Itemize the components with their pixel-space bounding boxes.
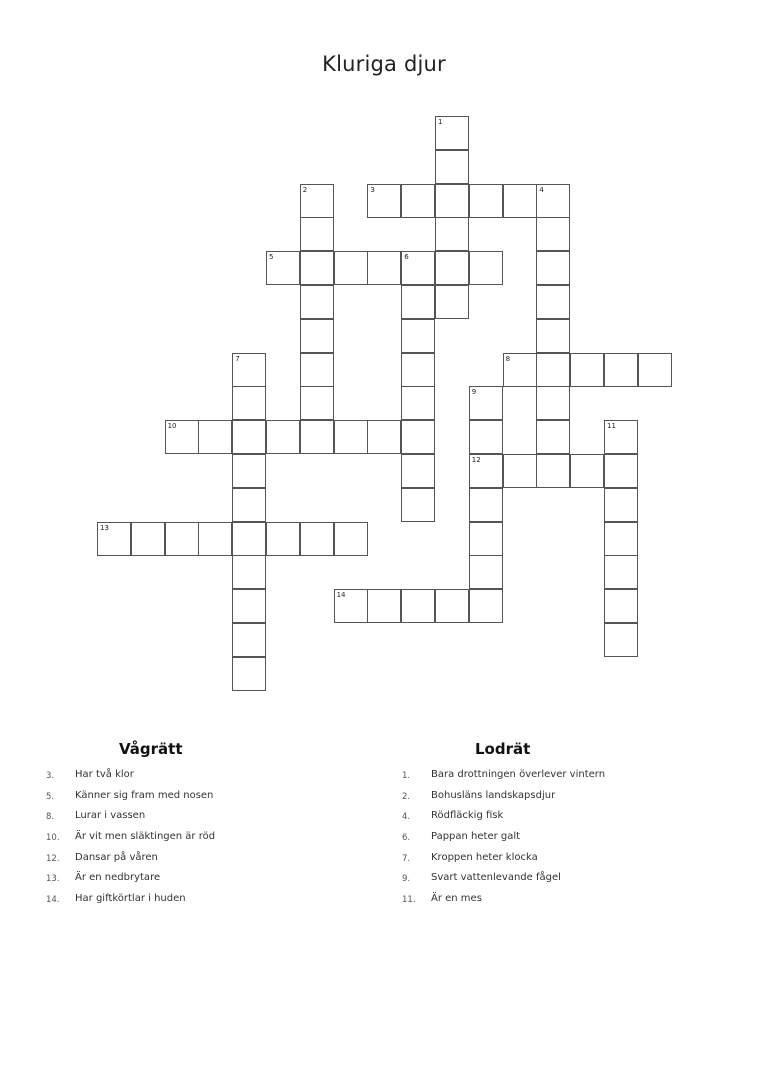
crossword-cell[interactable] [266,522,300,556]
crossword-cell[interactable] [300,420,334,454]
clue-number: 13. [46,874,60,885]
clue-across-10 [46,830,346,851]
cell-number: 1 [438,118,443,126]
clue-text: Bara drottningen överlever vintern [431,769,606,780]
across-heading: Vågrätt [119,740,183,758]
crossword-cell[interactable] [536,386,570,420]
clue-down-4 [402,809,732,830]
crossword-cell[interactable] [401,184,435,218]
crossword-cell[interactable] [604,353,638,387]
clue-down-7 [402,851,732,872]
clue-text: Lurar i vassen [75,810,146,822]
crossword-cell[interactable] [503,353,537,387]
crossword-cell[interactable] [401,319,435,353]
crossword-cell[interactable] [435,251,469,285]
clue-text: Har två klor [75,769,134,780]
crossword-cell[interactable] [536,319,570,353]
crossword-cell[interactable] [300,285,334,319]
crossword-cell[interactable] [536,454,570,488]
cell-number: 14 [336,591,346,600]
crossword-cell[interactable] [469,589,503,623]
clue-number: 10. [46,833,60,844]
cell-number: 8 [505,354,511,363]
clue-across-3 [46,768,346,789]
crossword-cell[interactable] [131,522,165,556]
crossword-cell[interactable] [232,623,266,657]
crossword-cell[interactable] [232,555,266,589]
crossword-cell[interactable] [334,420,368,454]
crossword-cell[interactable] [300,184,334,218]
crossword-cell[interactable] [232,454,266,488]
clue-number: 11. [402,895,416,906]
clue-text: Pappan heter galt [431,831,521,843]
crossword-cell[interactable] [469,184,503,218]
crossword-cell[interactable] [604,623,638,657]
cell-number: 4 [539,185,544,194]
crossword-cell[interactable] [232,657,266,691]
clue-number: 14. [46,895,60,906]
cell-number: 7 [235,354,240,363]
crossword-cell[interactable] [469,420,503,454]
crossword-cell[interactable] [232,522,266,556]
crossword-cell[interactable] [266,251,300,285]
crossword-cell[interactable] [165,420,199,454]
crossword-cell[interactable] [604,522,638,556]
cell-number: 2 [302,185,308,194]
clue-text: Känner sig fram med nosen [75,789,214,801]
crossword-cell[interactable] [300,522,334,556]
crossword-cell[interactable] [300,217,334,251]
crossword-cell[interactable] [367,420,401,454]
clue-number: 4. [402,812,411,823]
clue-text: Kroppen heter klocka [431,851,538,863]
crossword-cell[interactable] [536,251,570,285]
crossword-cell[interactable] [435,184,469,218]
clue-across-13 [46,871,346,892]
clue-number: 6. [402,833,411,844]
crossword-cell[interactable] [604,420,638,454]
crossword-cell[interactable] [232,589,266,623]
crossword-cell[interactable] [334,522,368,556]
down-heading: Lodrät [475,740,531,758]
crossword-cell[interactable] [300,251,334,285]
clue-across-5 [46,789,346,810]
crossword-cell[interactable] [638,353,672,387]
crossword-cell[interactable] [435,150,469,184]
cell-number: 3 [370,185,375,194]
crossword-cell[interactable] [604,488,638,522]
crossword-cell[interactable] [469,251,503,285]
cell-number: 9 [471,388,477,397]
crossword-cell[interactable] [435,285,469,319]
clue-number: 7. [402,853,411,864]
crossword-cell[interactable] [300,386,334,420]
crossword-cell[interactable] [198,522,232,556]
crossword-cell[interactable] [232,420,266,454]
crossword-cell[interactable] [198,420,232,454]
crossword-cell[interactable] [401,420,435,454]
down-clues [402,740,732,913]
cell-number: 6 [404,253,409,262]
clue-number: 8. [46,812,55,823]
crossword-cell[interactable] [401,386,435,420]
crossword-cell[interactable] [435,589,469,623]
crossword-cell[interactable] [604,589,638,623]
clue-number: 3. [46,771,55,781]
crossword-cell[interactable] [300,319,334,353]
crossword-cell[interactable] [232,353,266,387]
crossword-cell[interactable] [570,353,604,387]
crossword-cell[interactable] [469,555,503,589]
crossword-cell[interactable] [435,116,469,150]
crossword-cell[interactable] [401,251,435,285]
crossword-cell[interactable] [401,454,435,488]
crossword-cell[interactable] [401,488,435,522]
crossword-cell[interactable] [367,184,401,218]
clue-text: Bohusläns landskapsdjur [431,789,556,801]
cell-number: 5 [269,253,274,262]
crossword-cell[interactable] [97,522,131,556]
clue-number: 1. [402,771,411,781]
crossword-cell[interactable] [469,522,503,556]
clue-across-8 [46,809,346,830]
clue-text: Har giftkörtlar i huden [75,893,186,905]
cell-number: 12 [471,456,481,464]
crossword-cell[interactable] [334,589,368,623]
clue-text: Är en mes [431,893,482,905]
clue-number: 2. [402,791,411,802]
crossword-cell[interactable] [536,184,570,218]
clue-down-6 [402,830,732,851]
crossword-cell[interactable] [469,454,503,488]
clue-number: 12. [46,853,60,864]
crossword-cell[interactable] [536,420,570,454]
across-clues [46,740,346,913]
clue-down-9 [402,871,732,892]
crossword-cell[interactable] [266,420,300,454]
clue-text: Är vit men släktingen är röd [75,831,216,843]
crossword-cell[interactable] [536,285,570,319]
clue-number: 5. [46,791,55,802]
crossword-cell[interactable] [401,589,435,623]
crossword-cell[interactable] [469,488,503,522]
clue-text: Rödfläckig fisk [431,810,504,822]
page-title: Kluriga djur [322,52,446,76]
clue-number: 9. [402,874,411,885]
crossword-cell[interactable] [367,251,401,285]
crossword-cell[interactable] [536,217,570,251]
crossword-cell[interactable] [300,353,334,387]
crossword-cell[interactable] [536,353,570,387]
cell-number: 11 [607,422,616,431]
crossword-cell[interactable] [401,353,435,387]
crossword-cell[interactable] [604,555,638,589]
cell-number: 13 [100,523,109,532]
crossword-cell[interactable] [401,285,435,319]
clue-text: Är en nedbrytare [75,872,161,884]
crossword-cell[interactable] [503,184,537,218]
crossword-cell[interactable] [503,454,537,488]
clue-down-2 [402,789,732,810]
crossword-cell[interactable] [232,488,266,522]
clue-text: Svart vattenlevande fågel [431,872,561,884]
crossword-cell[interactable] [367,589,401,623]
crossword-cell[interactable] [165,522,199,556]
clue-across-12 [46,851,346,872]
crossword-cell[interactable] [469,386,503,420]
crossword-cell[interactable] [435,217,469,251]
clue-down-1 [402,768,732,789]
crossword-cell[interactable] [232,386,266,420]
clue-down-11 [402,892,732,913]
clue-across-14 [46,892,346,913]
cell-number: 10 [167,422,177,431]
crossword-cell[interactable] [604,454,638,488]
crossword-cell[interactable] [334,251,368,285]
crossword-cell[interactable] [570,454,604,488]
clue-text: Dansar på våren [75,851,158,863]
